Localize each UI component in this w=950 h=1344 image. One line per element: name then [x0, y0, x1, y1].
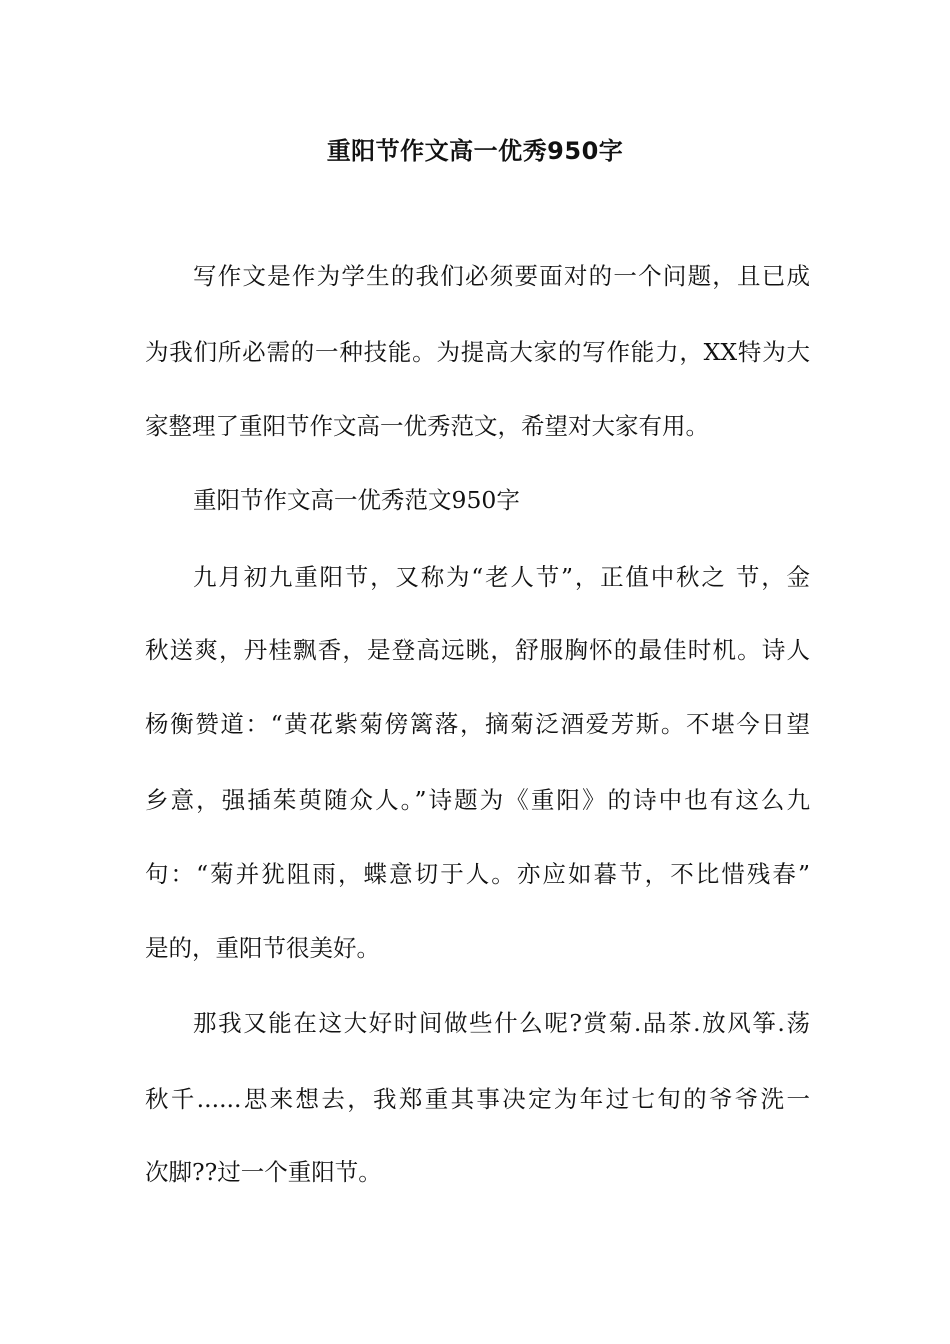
paragraph-line: 写作文是作为学生的我们必须要面对的一个问题，且已成: [193, 262, 810, 290]
paragraph-line: 句：“菊并犹阻雨，蝶意切于人。亦应如暮节，不比惜残春”: [145, 860, 810, 888]
paragraph-line: 是的，重阳节很美好。: [145, 934, 380, 962]
paragraph-line: 秋送爽，丹桂飘香，是登高远眺，舒服胸怀的最佳时机。诗人: [145, 636, 810, 664]
paragraph-line: 九月初九重阳节，又称为“老人节”，正值中秋之 节，金: [193, 563, 810, 591]
paragraph-line: 乡意，强插茱萸随众人。”诗题为《重阳》的诗中也有这么九: [145, 786, 810, 814]
paragraph-line: 次脚??过一个重阳节。: [145, 1158, 382, 1186]
paragraph-line: 为我们所必需的一种技能。为提高大家的写作能力，XX特为大: [145, 338, 810, 366]
paragraph-line: 那我又能在这大好时间做些什么呢?赏菊.品茶.放风筝.荡: [193, 1009, 810, 1037]
paragraph-line: 家整理了重阳节作文高一优秀范文，希望对大家有用。: [145, 412, 709, 440]
paragraph-line: 杨衡赞道：“黄花紫菊傍篱落，摘菊泛酒爱芳斯。不堪今日望: [145, 710, 810, 738]
document-title: 重阳节作文高一优秀950字: [326, 137, 624, 165]
paragraph-line: 秋千......思来想去，我郑重其事决定为年过七旬的爷爷洗一: [145, 1085, 810, 1113]
section-heading: 重阳节作文高一优秀范文950字: [193, 486, 520, 514]
